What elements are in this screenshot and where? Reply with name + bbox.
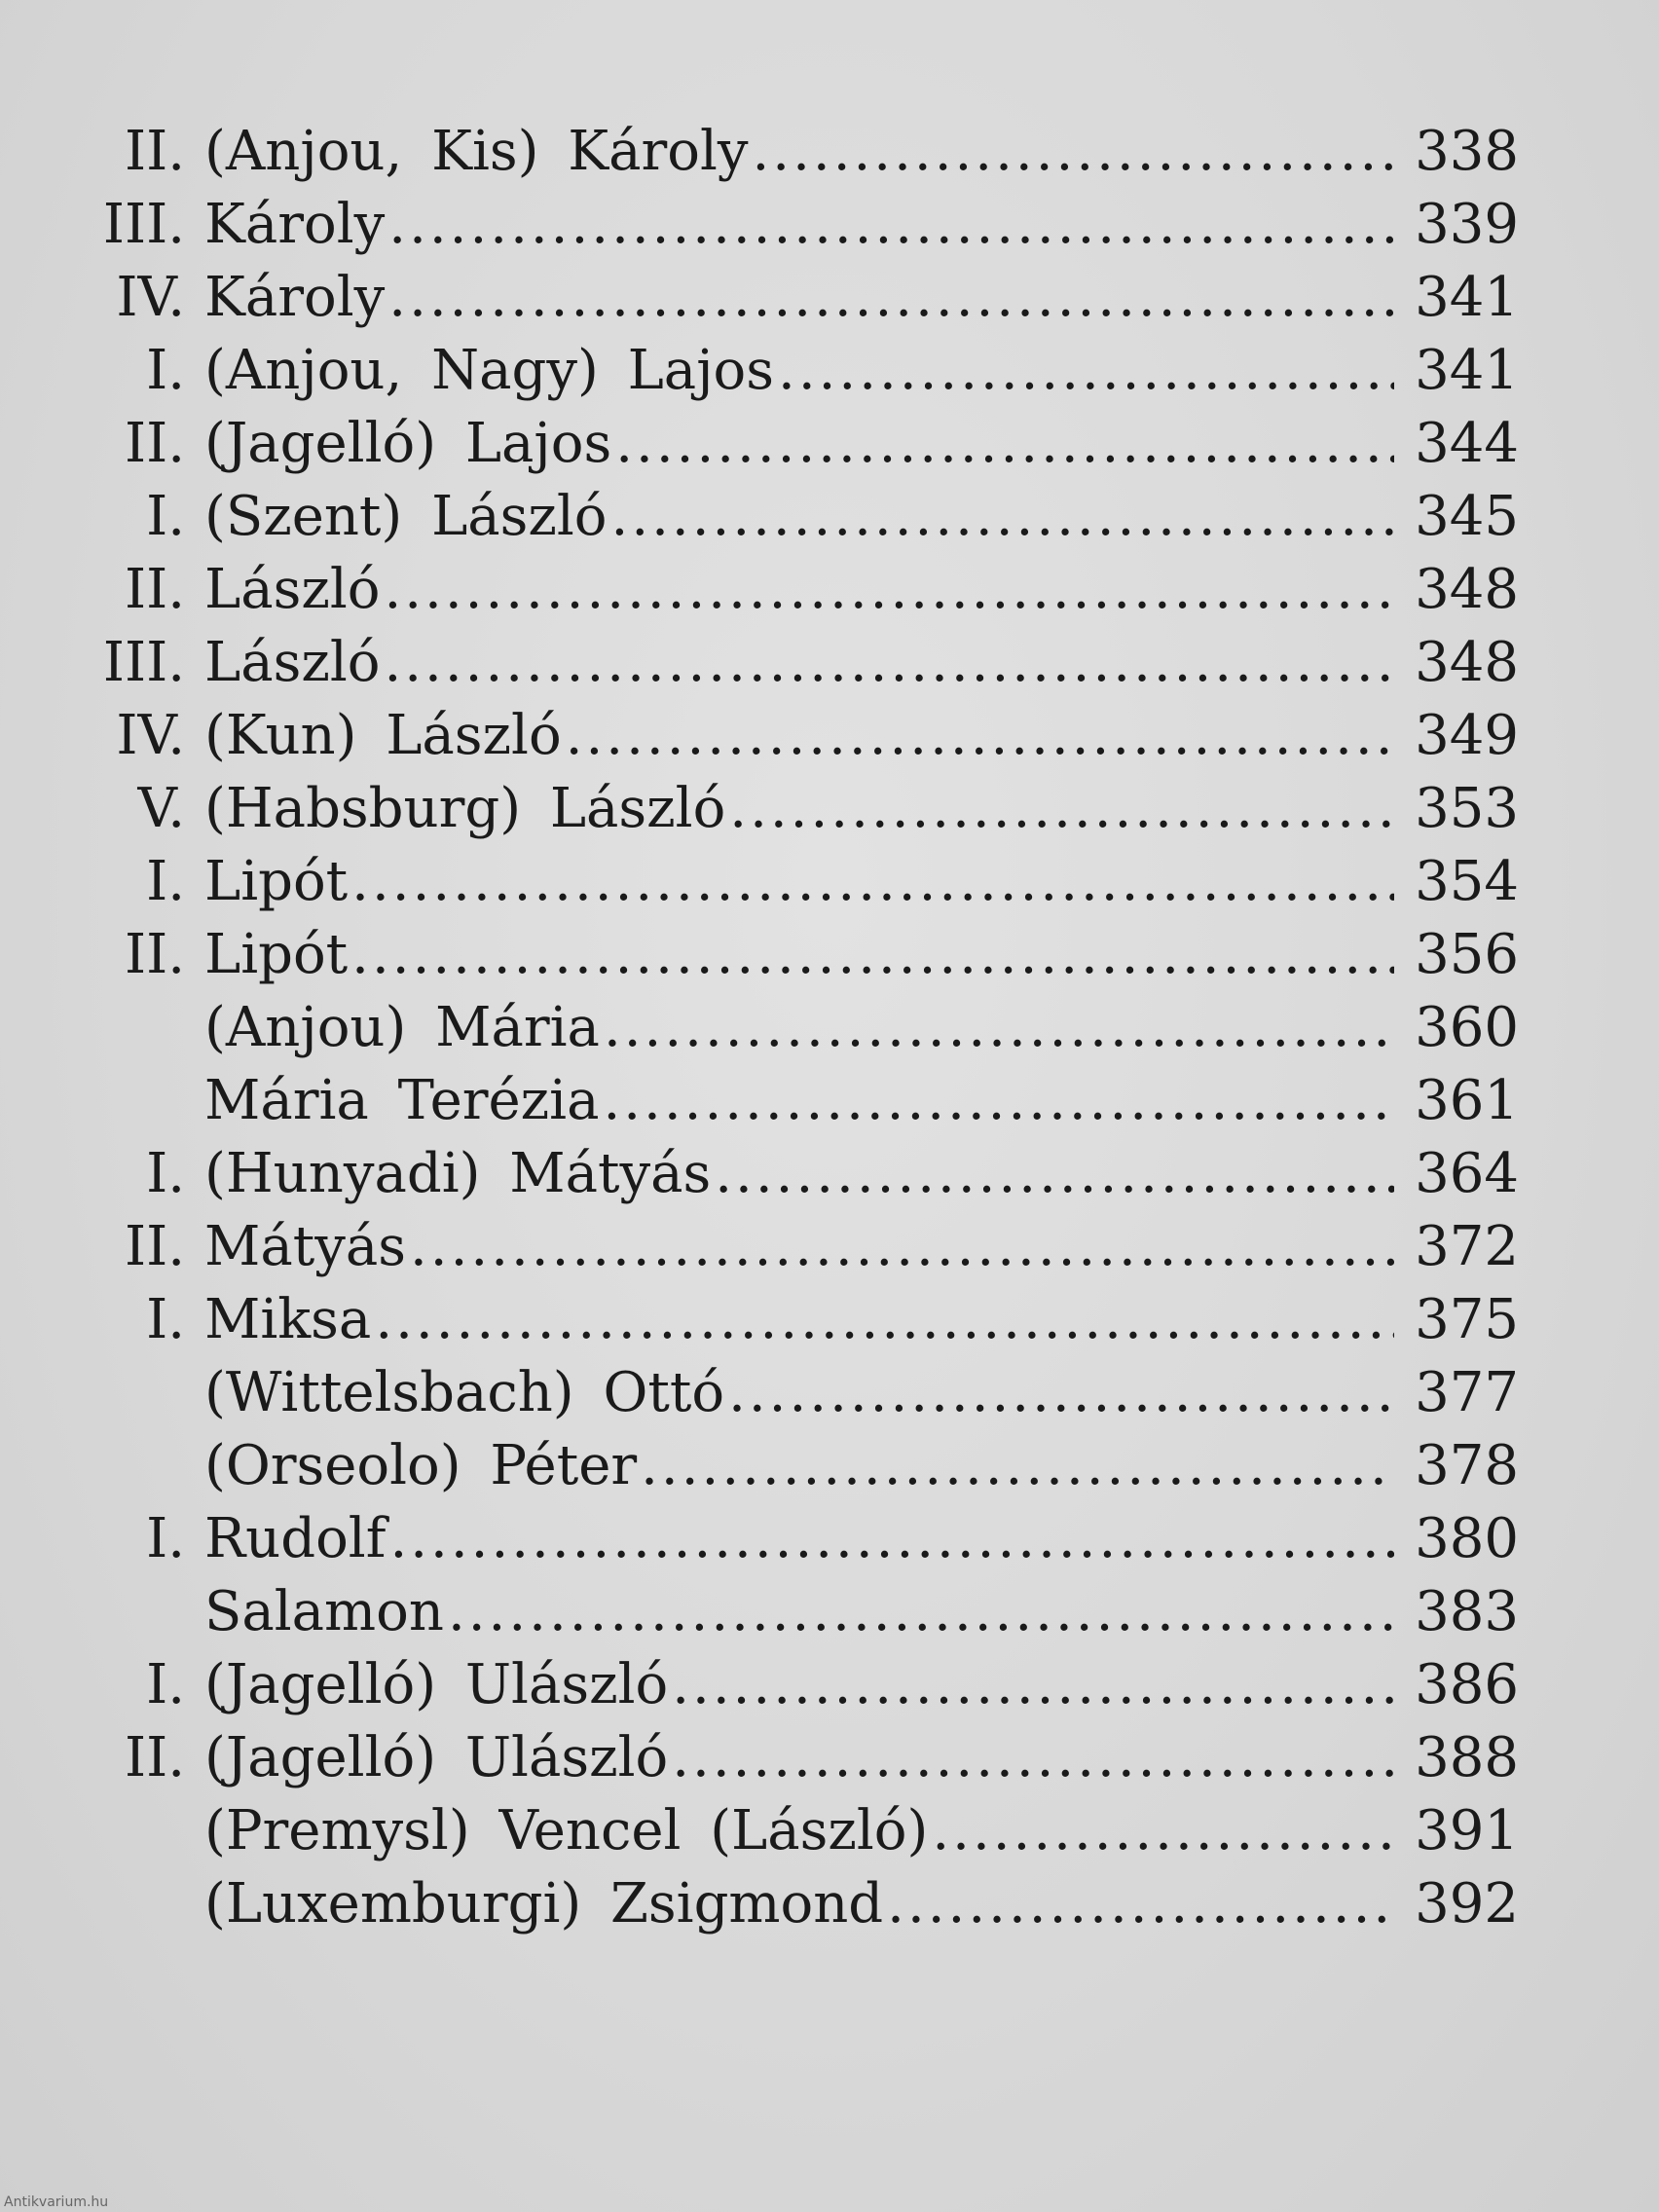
regnal-numeral: I. — [146, 339, 185, 402]
page-number: 386 — [1415, 1653, 1519, 1716]
page-number: 345 — [1415, 485, 1519, 548]
table-of-contents — [88, 115, 1519, 1940]
regnal-numeral: II. — [124, 923, 185, 986]
ruler-name: (Anjou, Nagy) Lajos — [204, 339, 775, 402]
page-number: 361 — [1415, 1069, 1519, 1132]
regnal-numeral: III. — [102, 193, 185, 256]
toc-entry — [88, 918, 1519, 991]
toc-entry — [88, 1648, 1519, 1721]
toc-entry — [88, 1210, 1519, 1283]
page-number: 353 — [1415, 777, 1519, 840]
dot-leader — [410, 1210, 1394, 1283]
ruler-name: (Wittelsbach) Ottó — [204, 1361, 725, 1424]
page-number: 341 — [1415, 339, 1519, 402]
ruler-name: Károly — [204, 193, 386, 256]
page-number: 378 — [1415, 1434, 1519, 1497]
ruler-name: László — [204, 558, 381, 621]
page-number: 339 — [1415, 193, 1519, 256]
toc-entry — [88, 1502, 1519, 1575]
dot-leader — [384, 553, 1394, 626]
regnal-numeral: II. — [124, 558, 185, 621]
ruler-name: (Jagelló) Lajos — [204, 412, 612, 475]
regnal-numeral: I. — [146, 850, 185, 913]
toc-entry — [88, 1429, 1519, 1502]
ruler-name: (Habsburg) László — [204, 777, 726, 840]
toc-entry — [88, 261, 1519, 334]
toc-entry — [88, 1575, 1519, 1648]
page-number: 348 — [1415, 558, 1519, 621]
page-number: 375 — [1415, 1288, 1519, 1351]
page-number: 349 — [1415, 704, 1519, 767]
ruler-name: (Luxemburgi) Zsigmond — [204, 1872, 884, 1936]
regnal-numeral: II. — [124, 1726, 185, 1789]
toc-entry — [88, 1283, 1519, 1356]
page-number: 341 — [1415, 266, 1519, 329]
regnal-numeral: I. — [146, 1142, 185, 1205]
ruler-name: (Kun) László — [204, 704, 562, 767]
regnal-numeral: I. — [146, 1653, 185, 1716]
toc-entry — [88, 1064, 1519, 1137]
ruler-name: Mátyás — [204, 1215, 406, 1278]
page-number: 391 — [1415, 1799, 1519, 1862]
dot-leader — [603, 1064, 1394, 1137]
dot-leader — [384, 626, 1394, 699]
ruler-name: Rudolf — [204, 1507, 387, 1570]
toc-entry — [88, 115, 1519, 188]
toc-entry — [88, 1356, 1519, 1429]
toc-entry — [88, 553, 1519, 626]
page-number: 344 — [1415, 412, 1519, 475]
regnal-numeral: II. — [124, 412, 185, 475]
page-number: 356 — [1415, 923, 1519, 986]
ruler-name: (Premysl) Vencel (László) — [204, 1799, 929, 1862]
dot-leader — [715, 1137, 1394, 1210]
dot-leader — [615, 407, 1394, 480]
toc-entry — [88, 480, 1519, 553]
toc-entry — [88, 1867, 1519, 1940]
ruler-name: Lipót — [204, 850, 349, 913]
page-number: 354 — [1415, 850, 1519, 913]
dot-leader — [604, 991, 1394, 1064]
ruler-name: (Anjou, Kis) Károly — [204, 120, 749, 183]
toc-entry — [88, 407, 1519, 480]
ruler-name: (Jagelló) Ulászló — [204, 1726, 669, 1789]
page-number: 392 — [1415, 1872, 1519, 1936]
page-number: 348 — [1415, 631, 1519, 694]
dot-leader — [351, 918, 1394, 991]
regnal-numeral: I. — [146, 485, 185, 548]
ruler-name: (Szent) László — [204, 485, 608, 548]
dot-leader — [388, 261, 1394, 334]
regnal-numeral: I. — [146, 1288, 185, 1351]
page-number: 380 — [1415, 1507, 1519, 1570]
ruler-name: (Orseolo) Péter — [204, 1434, 638, 1497]
dot-leader — [351, 845, 1394, 918]
regnal-numeral: IV. — [116, 704, 185, 767]
page-number: 377 — [1415, 1361, 1519, 1424]
regnal-numeral: II. — [124, 120, 185, 183]
toc-entry — [88, 188, 1519, 261]
page-number: 360 — [1415, 996, 1519, 1059]
dot-leader — [887, 1867, 1394, 1940]
regnal-numeral: V. — [137, 777, 185, 840]
ruler-name: Lipót — [204, 923, 349, 986]
dot-leader — [389, 1502, 1394, 1575]
toc-entry — [88, 845, 1519, 918]
ruler-name: László — [204, 631, 381, 694]
regnal-numeral: I. — [146, 1507, 185, 1570]
page-number: 383 — [1415, 1580, 1519, 1643]
ruler-name: Károly — [204, 266, 386, 329]
ruler-name: Miksa — [204, 1288, 372, 1351]
toc-entry — [88, 1137, 1519, 1210]
dot-leader — [388, 188, 1394, 261]
toc-entry — [88, 1794, 1519, 1867]
dot-leader — [753, 115, 1395, 188]
dot-leader — [566, 699, 1394, 772]
ruler-name: (Hunyadi) Mátyás — [204, 1142, 712, 1205]
toc-entry — [88, 699, 1519, 772]
page-number: 338 — [1415, 120, 1519, 183]
dot-leader — [932, 1794, 1394, 1867]
page-number: 372 — [1415, 1215, 1519, 1278]
page-number: 364 — [1415, 1142, 1519, 1205]
dot-leader — [672, 1721, 1394, 1794]
regnal-numeral: IV. — [116, 266, 185, 329]
dot-leader — [728, 1356, 1394, 1429]
dot-leader — [611, 480, 1394, 553]
dot-leader — [729, 772, 1394, 845]
toc-entry — [88, 334, 1519, 407]
dot-leader — [778, 334, 1394, 407]
ruler-name: Salamon — [204, 1580, 444, 1643]
toc-entry — [88, 772, 1519, 845]
regnal-numeral: II. — [124, 1215, 185, 1278]
dot-leader — [641, 1429, 1394, 1502]
toc-entry — [88, 626, 1519, 699]
ruler-name: (Anjou) Mária — [204, 996, 600, 1059]
ruler-name: Mária Terézia — [204, 1069, 600, 1132]
ruler-name: (Jagelló) Ulászló — [204, 1653, 669, 1716]
regnal-numeral: III. — [102, 631, 185, 694]
toc-entry — [88, 1721, 1519, 1794]
watermark-text: Antikvarium.hu — [4, 2194, 109, 2210]
dot-leader — [672, 1648, 1394, 1721]
toc-entry — [88, 991, 1519, 1064]
dot-leader — [375, 1283, 1394, 1356]
page-number: 388 — [1415, 1726, 1519, 1789]
dot-leader — [448, 1575, 1394, 1648]
